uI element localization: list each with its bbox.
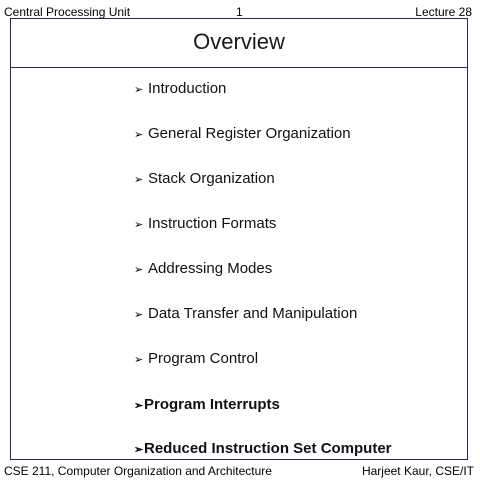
footer-instructor: Harjeet Kaur, CSE/IT: [361, 464, 474, 478]
arrow-bullet-icon: ➢: [134, 400, 144, 412]
topic-item: [134, 167, 275, 191]
topic-label: Stack Organization: [148, 170, 275, 187]
slide-title: Overview: [193, 29, 285, 54]
topic-label: Reduced Instruction Set Computer: [144, 440, 392, 457]
topic-label: General Register Organization: [148, 125, 351, 142]
topic-label: Introduction: [148, 80, 227, 97]
topic-label: Instruction Formats: [148, 215, 277, 232]
header-lecture-number: Lecture 28: [415, 5, 472, 19]
topic-item: [134, 347, 258, 371]
arrow-bullet-icon: ➢: [134, 219, 144, 231]
slide-frame: [10, 18, 468, 460]
topic-item: [134, 77, 226, 101]
title-bar: [11, 19, 467, 68]
topic-item: [134, 302, 357, 326]
topic-label: Program Interrupts: [144, 396, 280, 413]
topic-item: [134, 122, 351, 146]
arrow-bullet-icon: ➢: [134, 264, 144, 276]
arrow-bullet-icon: ➢: [134, 444, 144, 456]
arrow-bullet-icon: ➢: [134, 309, 144, 321]
header-page-number: 1: [236, 5, 243, 19]
header-course-title: Central Processing Unit: [4, 5, 131, 19]
topic-item: [134, 257, 272, 281]
topic-label: Data Transfer and Manipulation: [148, 305, 358, 322]
arrow-bullet-icon: ➢: [134, 354, 144, 366]
arrow-bullet-icon: ➢: [134, 129, 144, 141]
topic-item: [134, 393, 280, 417]
topic-item: [134, 437, 392, 461]
topic-label: Addressing Modes: [148, 260, 273, 277]
arrow-bullet-icon: ➢: [134, 84, 144, 96]
footer-course-name: CSE 211, Computer Organization and Architecture: [4, 464, 272, 478]
arrow-bullet-icon: ➢: [134, 174, 144, 186]
topic-item: [134, 212, 276, 236]
topic-label: Program Control: [148, 350, 259, 367]
